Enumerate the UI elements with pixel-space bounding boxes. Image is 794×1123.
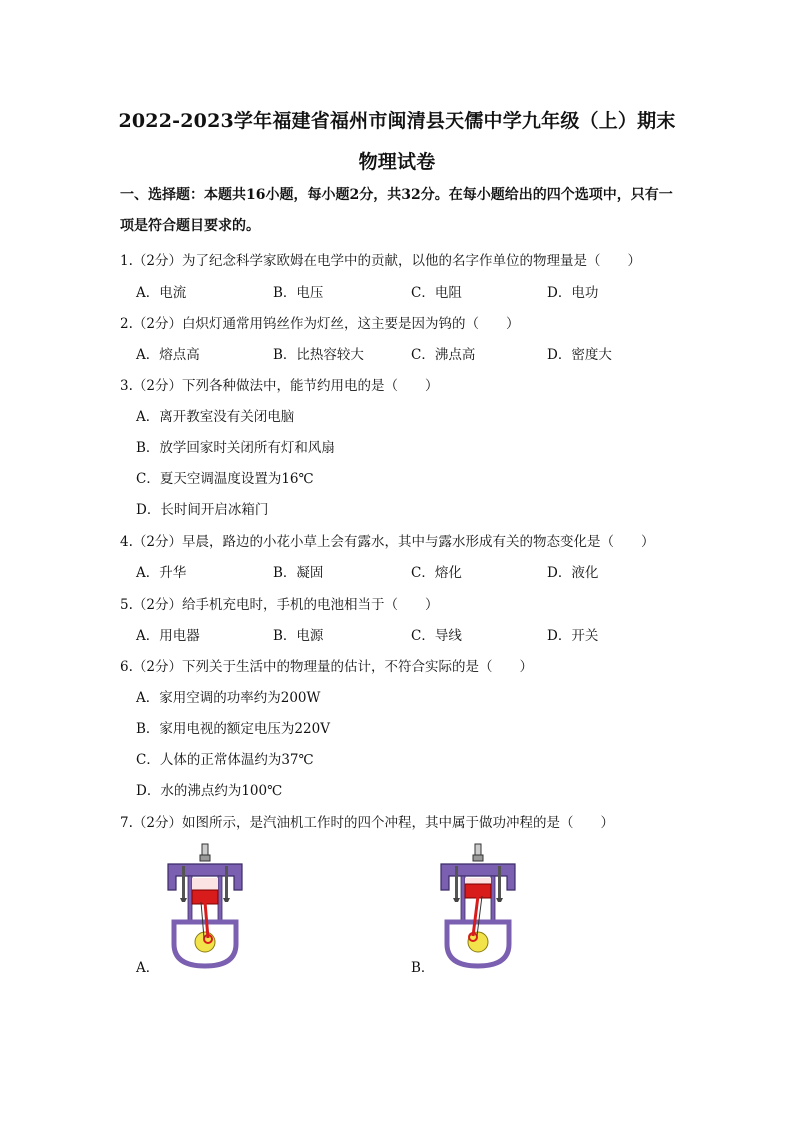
title-line-2: 物理试卷 [358,151,436,173]
question-4-option-a[interactable]: A．升华 [136,565,187,581]
question-6-stem: 6.（2分）下列关于生活中的物理量的估计，不符合实际的是（ ） [120,659,533,675]
question-1-stem: 1.（2分）为了纪念科学家欧姆在电学中的贡献，以他的名字作单位的物理量是（ ） [120,253,641,269]
question-4-option-b[interactable]: B．凝固 [273,565,324,581]
question-3-option-d[interactable]: D．长时间开启冰箱门 [136,502,269,518]
question-1-option-b[interactable]: B．电压 [273,285,324,301]
question-5-stem: 5.（2分）给手机充电时，手机的电池相当于（ ） [120,597,439,613]
question-5-option-a[interactable]: A．用电器 [136,628,200,644]
question-4-stem: 4.（2分）早晨，路边的小花小草上会有露水，其中与露水形成有关的物态变化是（ ） [120,534,655,550]
question-3-stem: 3.（2分）下列各种做法中，能节约用电的是（ ） [120,378,439,394]
question-2-option-a[interactable]: A．熔点高 [136,347,200,363]
question-2-option-c[interactable]: C．沸点高 [411,347,476,363]
question-5-option-d[interactable]: D．开关 [547,628,599,644]
question-7-option-a[interactable]: A． [136,960,160,976]
question-2-stem: 2.（2分）白炽灯通常用钨丝作为灯丝，这主要是因为钨的（ ） [120,316,520,332]
question-3-option-b[interactable]: B．放学回家时关闭所有灯和风扇 [136,440,335,456]
section-heading: 一、选择题：本题共16小题，每小题2分，共32分。在每小题给出的四个选项中，只有一项是符合题目要求的。 [120,187,673,234]
question-4-option-c[interactable]: C．熔化 [411,565,462,581]
question-5-option-b[interactable]: B．电源 [273,628,324,644]
question-3-option-c[interactable]: C．夏天空调温度设置为16℃ [136,471,314,487]
question-3-option-a[interactable]: A．离开教室没有关闭电脑 [136,409,295,425]
question-7-option-b[interactable]: B． [411,960,435,976]
question-6-option-b[interactable]: B．家用电视的额定电压为220V [136,721,330,737]
question-7-stem: 7.（2分）如图所示，是汽油机工作时的四个冲程，其中属于做功冲程的是（ ） [120,815,614,831]
question-2-option-b[interactable]: B．比热容较大 [273,347,364,363]
question-2-option-d[interactable]: D．密度大 [547,347,612,363]
question-6-option-a[interactable]: A．家用空调的功率约为200W [136,690,321,706]
question-5-option-c[interactable]: C．导线 [411,628,462,644]
question-6-option-c[interactable]: C．人体的正常体温约为37℃ [136,752,314,768]
question-1-option-a[interactable]: A．电流 [136,285,187,301]
question-4-option-d[interactable]: D．液化 [547,565,599,581]
question-1-option-d[interactable]: D．电功 [547,285,599,301]
title-line-1: 2022-2023学年福建省福州市闽清县天儒中学九年级（上）期末 [118,110,676,132]
engine-diagram-b[interactable] [433,842,523,970]
question-1-option-c[interactable]: C．电阻 [411,285,462,301]
question-6-option-d[interactable]: D．水的沸点约为100℃ [136,783,283,799]
engine-diagram-a[interactable] [160,842,250,970]
